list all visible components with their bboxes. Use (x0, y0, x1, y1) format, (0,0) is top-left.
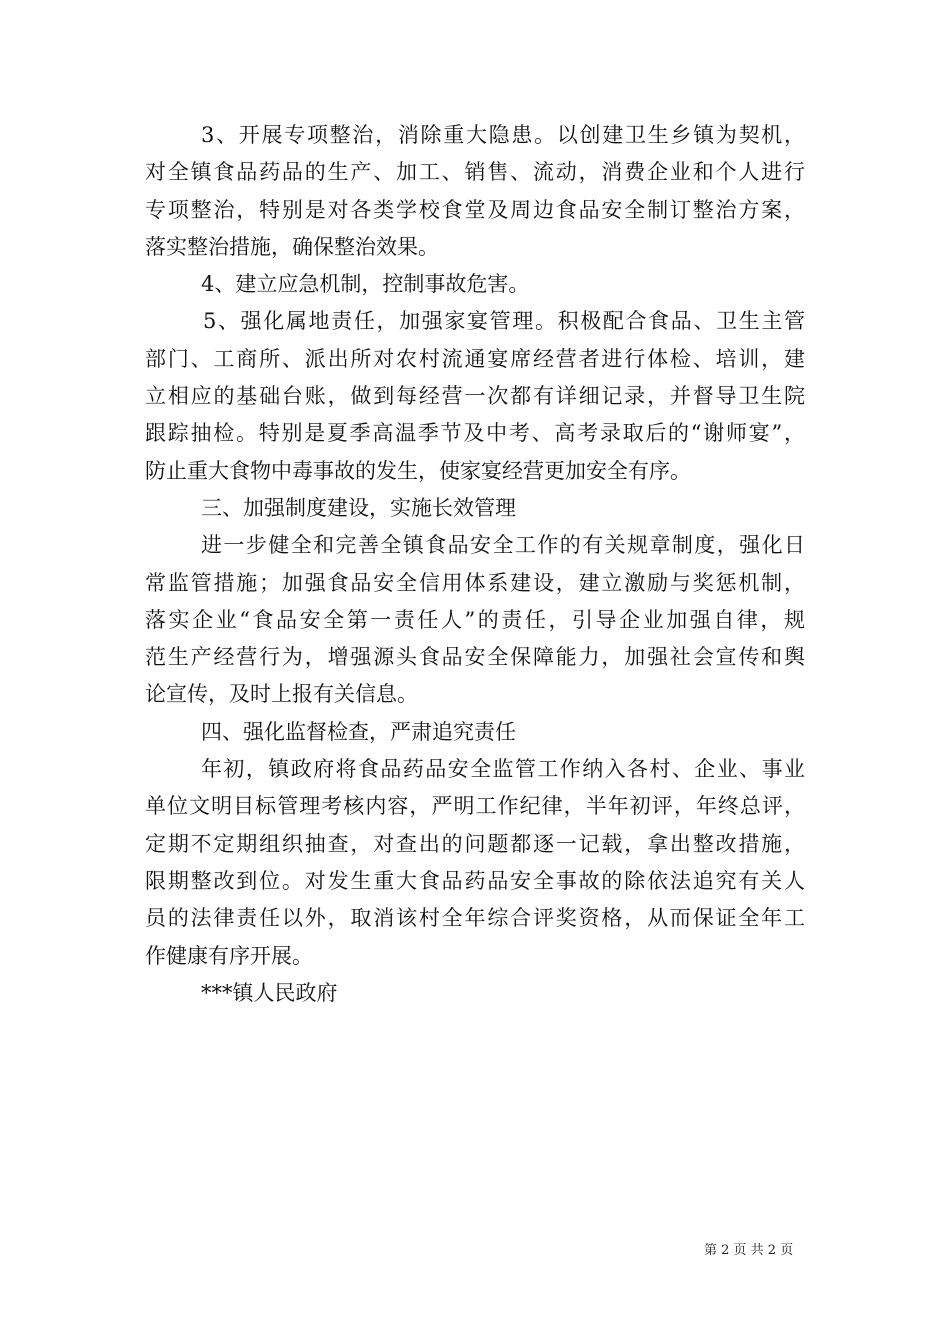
text-line: 三、加强制度建设，实施长效管理 (201, 495, 516, 520)
page-number: 第 2 页 共 2 页 (704, 1243, 794, 1258)
text-line: 年初，镇政府将食品药品安全监管工作纳入各村、企业、事业 (201, 757, 805, 782)
text-line: 4、建立应急机制，控制事故危害。 (201, 272, 530, 297)
text-line: 立相应的基础台账，做到每经营一次都有详细记录，并督导卫生院 (145, 384, 805, 409)
document-body (145, 117, 805, 1012)
text-line: 范生产经营行为，增强源头食品安全保障能力，加强社会宣传和舆 (145, 645, 805, 670)
text-line: ***镇人民政府 (201, 980, 338, 1005)
text-line: 3、开展专项整治，消除重大隐患。以创建卫生乡镇为契机， (201, 123, 805, 147)
text-line: 落实整治措施，确保整治效果。 (145, 234, 439, 259)
text-line: 专项整治，特别是对各类学校食堂及周边食品安全制订整治方案， (145, 197, 805, 222)
text-line: 5、强化属地责任，加强家宴管理。积极配合食品、卫生主管 (203, 309, 805, 334)
text-line: 对全镇食品药品的生产、加工、销售、流动，消费企业和个人进行 (145, 160, 805, 185)
text-line: 作健康有序开展。 (145, 943, 313, 968)
text-line: 定期不定期组织抽查，对查出的问题都逐一记载，拿出整改措施， (145, 831, 805, 856)
text-line: 部门、工商所、派出所对农村流通宴席经营者进行体检、培训，建 (145, 346, 805, 371)
text-line: 限期整改到位。对发生重大食品药品安全事故的除依法追究有关人 (145, 868, 805, 893)
text-line: 常监管措施；加强食品安全信用体系建设，建立激励与奖惩机制， (145, 570, 805, 595)
text-line: 员的法律责任以外，取消该村全年综合评奖资格，从而保证全年工 (145, 906, 805, 931)
text-line: 四、强化监督检查，严肃追究责任 (201, 719, 516, 744)
text-line: 进一步健全和完善全镇食品安全工作的有关规章制度，强化日 (201, 533, 805, 558)
text-line: 落实企业“食品安全第一责任人”的责任，引导企业加强自律，规 (145, 607, 805, 632)
text-line: 跟踪抽检。特别是夏季高温季节及中考、高考录取后的“谢师宴”， (145, 421, 805, 446)
text-line: 单位文明目标管理考核内容，严明工作纪律，半年初评，年终总评， (145, 794, 805, 819)
text-line: 防止重大食物中毒事故的发生，使家宴经营更加安全有序。 (145, 458, 691, 483)
text-line: 论宣传，及时上报有关信息。 (145, 682, 418, 707)
